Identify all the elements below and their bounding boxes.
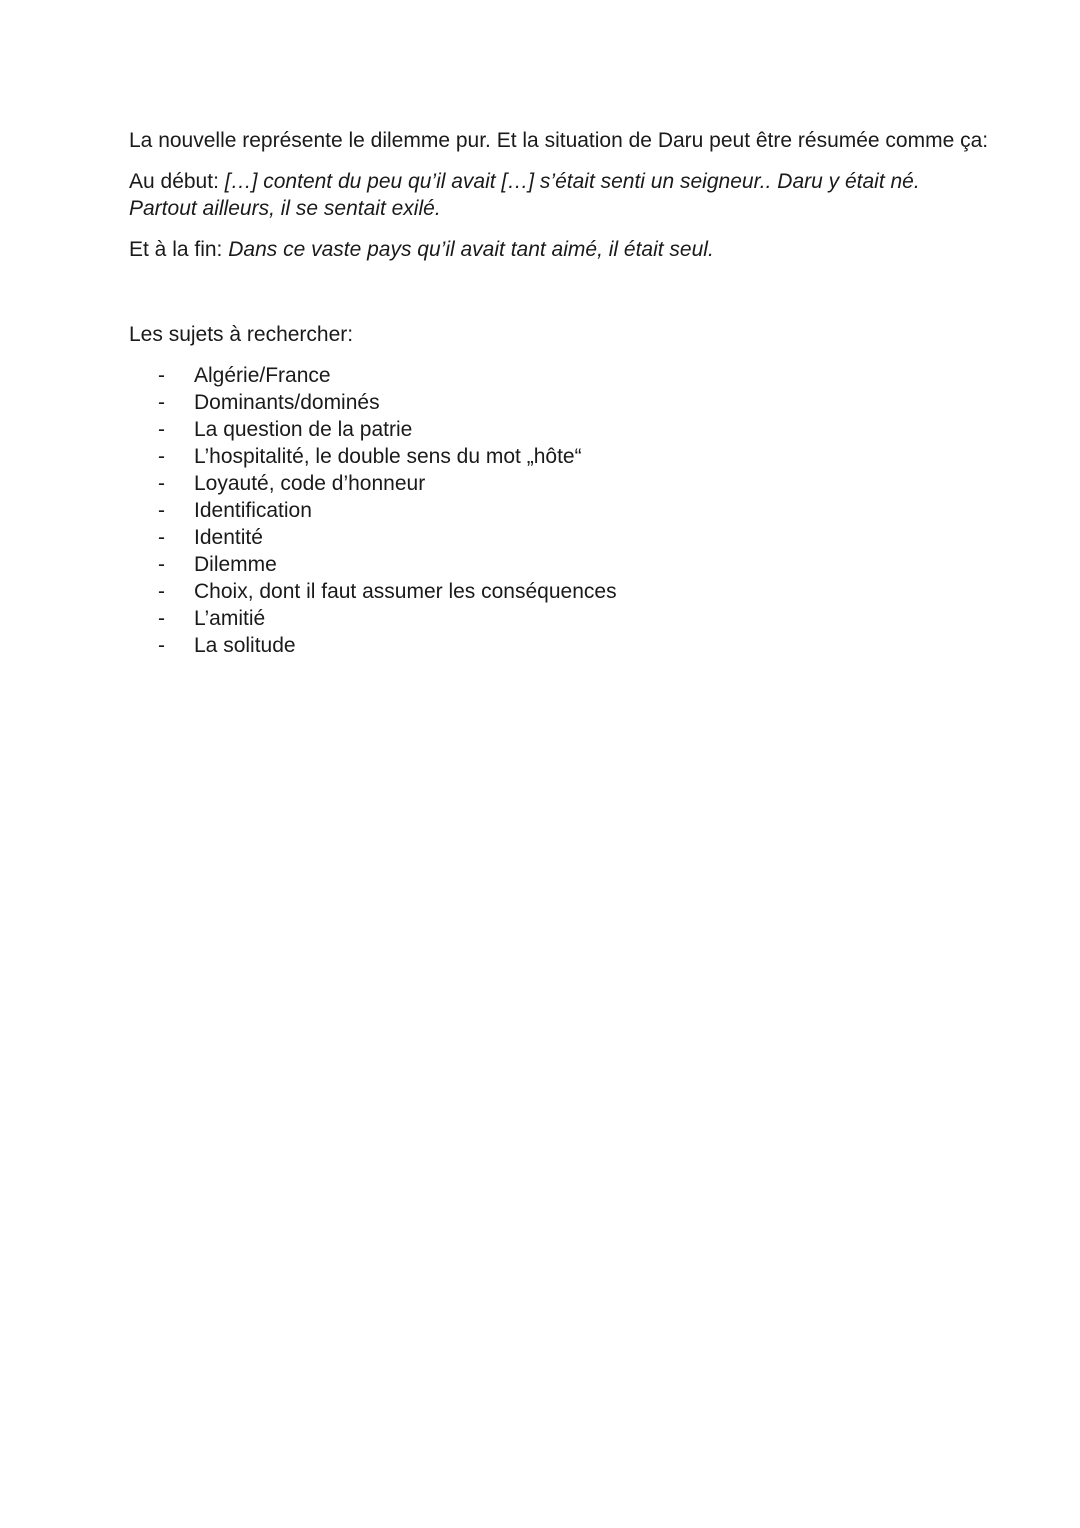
dash-bullet: - [158,418,165,441]
document-page [129,127,989,659]
list-item-text: Dominants/dominés [194,391,380,414]
list-item [129,416,989,443]
intro-paragraph: La nouvelle représente le dilemme pur. Et la situation de Daru peut être résumée comme ça: [129,129,989,152]
topics-list [129,362,989,659]
fin-label: Et à la fin: [129,238,229,261]
dash-bullet: - [158,553,165,576]
list-item-text: Algérie/France [194,364,331,387]
list-item [129,632,989,659]
fin-paragraph [129,236,989,263]
list-item [129,497,989,524]
debut-paragraph [129,168,989,222]
list-item-text: La question de la patrie [194,418,413,441]
list-item-text: Identification [194,499,312,522]
list-item [129,389,989,416]
debut-quote: […] content du peu qu’il avait […] s’était senti un seigneur.. Daru y était né. Partout ailleurs, il se sentait exilé. [129,170,920,220]
list-item [129,578,989,605]
dash-bullet: - [158,472,165,495]
list-item [129,605,989,632]
dash-bullet: - [158,580,165,603]
dash-bullet: - [158,526,165,549]
list-item-text: Dilemme [194,553,277,576]
dash-bullet: - [158,391,165,414]
dash-bullet: - [158,499,165,522]
list-item-text: Choix, dont il faut assumer les conséquences [194,580,617,603]
list-item [129,362,989,389]
topics-heading: Les sujets à rechercher: [129,323,354,346]
fin-quote: Dans ce vaste pays qu’il avait tant aimé, il était seul. [228,238,714,261]
list-item-text: L’amitié [194,607,266,630]
dash-bullet: - [158,445,165,468]
list-item-text: Loyauté, code d’honneur [194,472,426,495]
dash-bullet: - [158,364,165,387]
dash-bullet: - [158,607,165,630]
list-item [129,470,989,497]
debut-label: Au début: [129,170,225,193]
dash-bullet: - [158,634,165,657]
list-item-text: Identité [194,526,263,549]
list-item [129,551,989,578]
list-item [129,524,989,551]
list-item-text: L’hospitalité, le double sens du mot „hôte“ [194,445,582,468]
list-item-text: La solitude [194,634,296,657]
list-item [129,443,989,470]
